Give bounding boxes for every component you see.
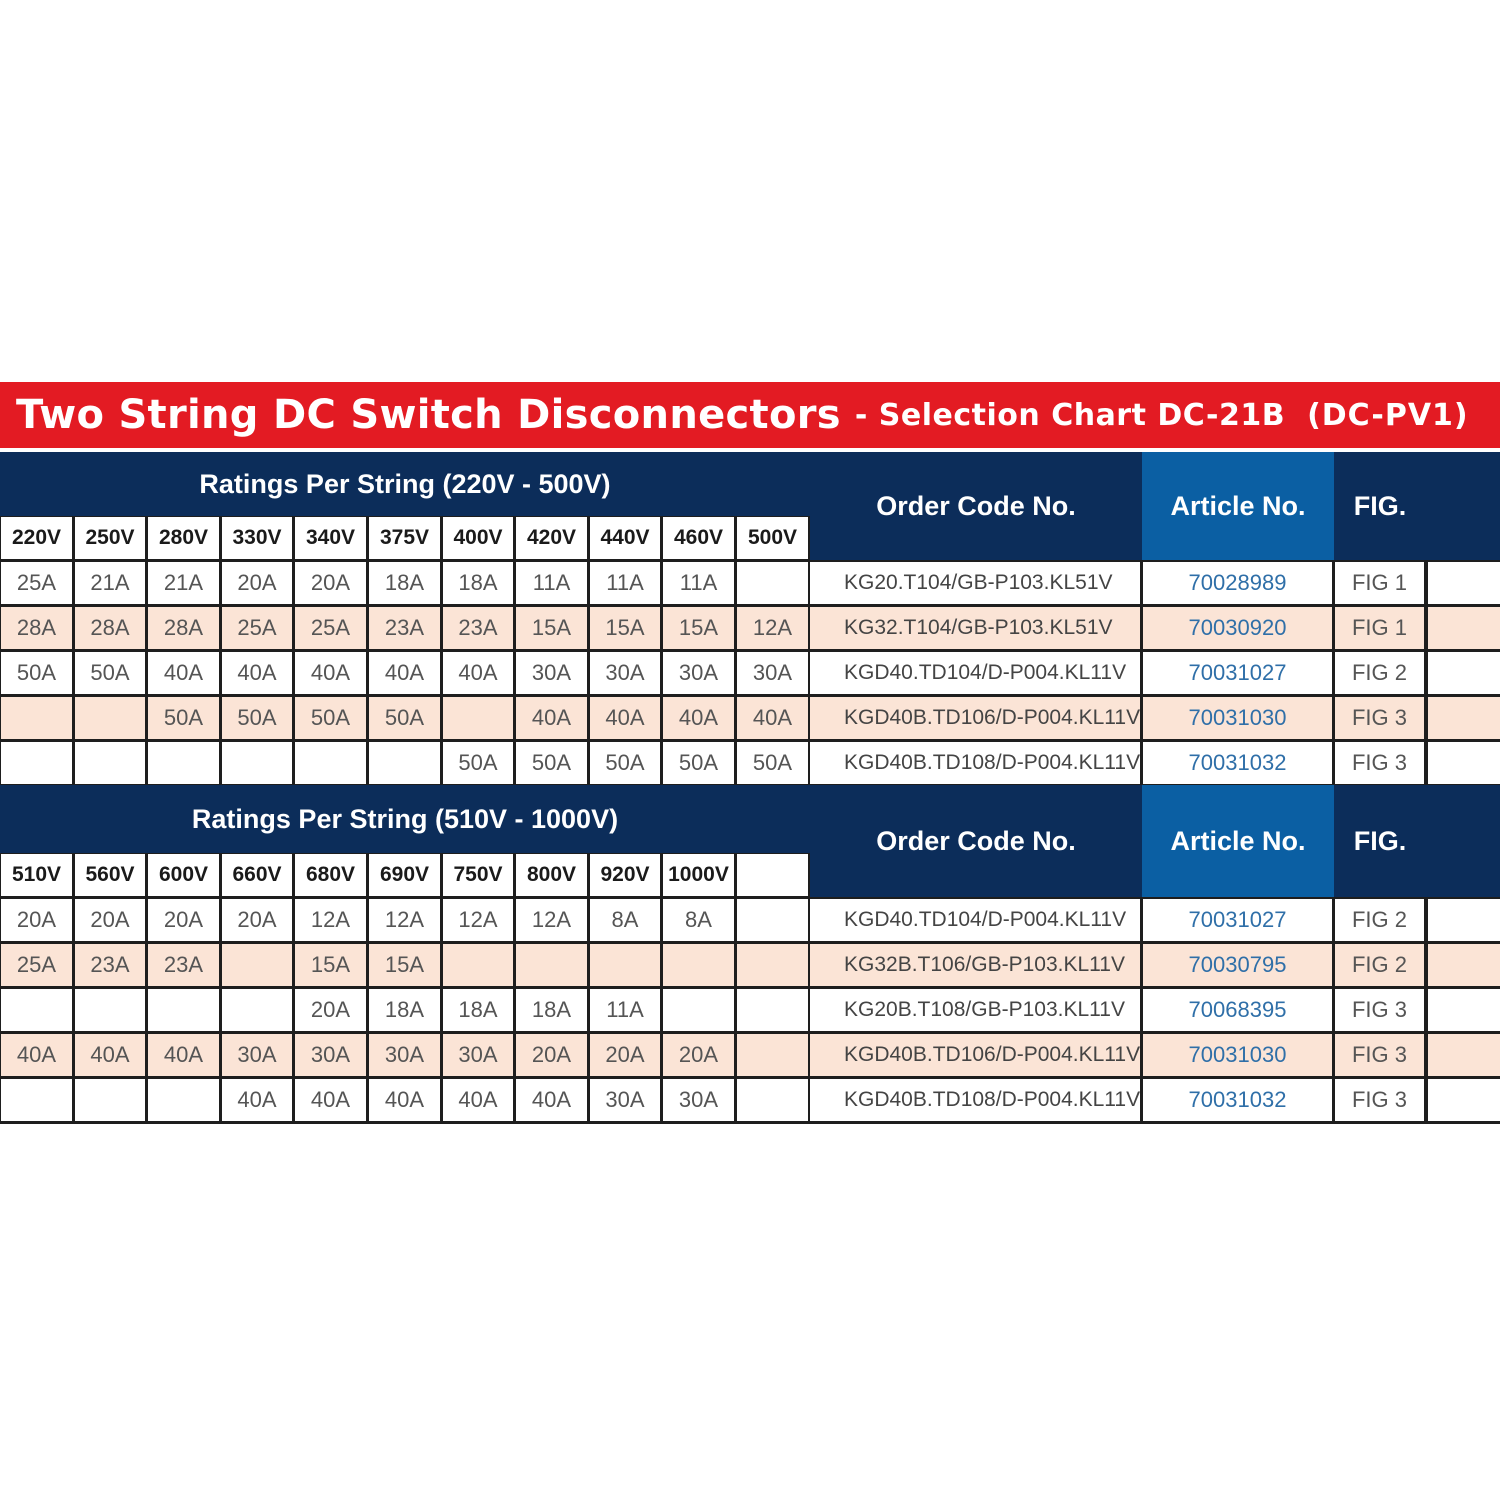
voltage-header-cell: 800V bbox=[516, 854, 587, 896]
rating-cell bbox=[222, 742, 292, 784]
rating-cell: 20A bbox=[663, 1034, 734, 1076]
chart-title: Two String DC Switch Disconnectors bbox=[16, 392, 841, 438]
rating-cell: 11A bbox=[516, 562, 587, 604]
article-number-cell: 70031030 bbox=[1143, 697, 1332, 739]
rating-cell: 11A bbox=[590, 562, 660, 604]
article-number-cell: 70031030 bbox=[1143, 1034, 1332, 1076]
rating-cell: 40A bbox=[516, 1079, 587, 1121]
blank-cell bbox=[1428, 652, 1500, 694]
voltage-header-cell: 220V bbox=[1, 517, 72, 559]
rating-cell bbox=[1, 742, 72, 784]
rating-cell bbox=[737, 1034, 808, 1076]
rating-cell: 40A bbox=[516, 697, 587, 739]
rating-cell: 40A bbox=[222, 652, 292, 694]
rating-cell: 11A bbox=[663, 562, 734, 604]
voltage-header-cell: 560V bbox=[75, 854, 145, 896]
order-code-cell: KG32.T104/GB-P103.KL51V bbox=[810, 607, 1140, 649]
rating-cell: 20A bbox=[75, 899, 145, 941]
article-number-cell: 70068395 bbox=[1143, 989, 1332, 1031]
rating-cell: 20A bbox=[1, 899, 72, 941]
rating-cell: 15A bbox=[295, 944, 366, 986]
fig-cell: FIG 2 bbox=[1335, 944, 1424, 986]
rating-cell: 40A bbox=[443, 652, 513, 694]
rating-cell bbox=[148, 1079, 219, 1121]
voltage-header-cell: 510V bbox=[1, 854, 72, 896]
rating-cell bbox=[222, 989, 292, 1031]
rating-cell: 25A bbox=[222, 607, 292, 649]
rating-cell: 40A bbox=[148, 1034, 219, 1076]
article-number-cell: 70031027 bbox=[1143, 652, 1332, 694]
fig-header: FIG. bbox=[1353, 825, 1407, 856]
rating-cell bbox=[148, 742, 219, 784]
rating-cell: 21A bbox=[148, 562, 219, 604]
blank-cell bbox=[1428, 944, 1500, 986]
rating-cell: 50A bbox=[148, 697, 219, 739]
rating-cell bbox=[1, 1079, 72, 1121]
voltage-header-cell: 460V bbox=[663, 517, 734, 559]
article-number-cell: 70030920 bbox=[1143, 607, 1332, 649]
article-number-header: Article No. bbox=[1170, 825, 1306, 856]
rating-cell: 8A bbox=[590, 899, 660, 941]
voltage-header-cell: 680V bbox=[295, 854, 366, 896]
order-code-cell: KG20B.T108/GB-P103.KL11V bbox=[810, 989, 1140, 1031]
rating-cell: 12A bbox=[295, 899, 366, 941]
rating-cell bbox=[148, 989, 219, 1031]
rating-cell bbox=[1, 989, 72, 1031]
fig-cell: FIG 1 bbox=[1335, 607, 1424, 649]
rating-cell: 20A bbox=[295, 989, 366, 1031]
rating-cell: 40A bbox=[295, 1079, 366, 1121]
rating-cell: 40A bbox=[443, 1079, 513, 1121]
blank-cell bbox=[1428, 1034, 1500, 1076]
rating-cell bbox=[75, 742, 145, 784]
rating-cell bbox=[516, 944, 587, 986]
rating-cell: 50A bbox=[663, 742, 734, 784]
voltage-header-cell: 690V bbox=[369, 854, 440, 896]
rating-cell: 25A bbox=[295, 607, 366, 649]
rating-cell bbox=[222, 944, 292, 986]
rating-cell bbox=[737, 989, 808, 1031]
rating-cell: 20A bbox=[516, 1034, 587, 1076]
blank-cell bbox=[1428, 989, 1500, 1031]
voltage-header-cell: 330V bbox=[222, 517, 292, 559]
rating-cell: 20A bbox=[590, 1034, 660, 1076]
rating-cell: 23A bbox=[148, 944, 219, 986]
rating-cell: 40A bbox=[590, 697, 660, 739]
blank-cell bbox=[1428, 607, 1500, 649]
rating-cell: 15A bbox=[590, 607, 660, 649]
fig-cell: FIG 3 bbox=[1335, 697, 1424, 739]
voltage-header-cell: 375V bbox=[369, 517, 440, 559]
rating-cell: 40A bbox=[222, 1079, 292, 1121]
rating-cell: 25A bbox=[1, 562, 72, 604]
rating-cell: 30A bbox=[369, 1034, 440, 1076]
rating-cell: 12A bbox=[443, 899, 513, 941]
rating-cell: 30A bbox=[222, 1034, 292, 1076]
voltage-header-cell: 420V bbox=[516, 517, 587, 559]
rating-cell bbox=[443, 944, 513, 986]
rating-cell: 18A bbox=[369, 989, 440, 1031]
rating-cell: 50A bbox=[222, 697, 292, 739]
title-banner bbox=[0, 382, 1500, 448]
rating-cell bbox=[369, 742, 440, 784]
article-number-cell: 70030795 bbox=[1143, 944, 1332, 986]
voltage-header-cell: 280V bbox=[148, 517, 219, 559]
voltage-header-cell: 1000V bbox=[663, 854, 734, 896]
fig-cell: FIG 3 bbox=[1335, 1079, 1424, 1121]
rating-cell bbox=[663, 944, 734, 986]
voltage-header-cell: 920V bbox=[590, 854, 660, 896]
rating-cell: 40A bbox=[369, 652, 440, 694]
rating-cell: 40A bbox=[75, 1034, 145, 1076]
rating-cell: 20A bbox=[148, 899, 219, 941]
rating-cell bbox=[737, 944, 808, 986]
voltage-header-cell: 400V bbox=[443, 517, 513, 559]
rating-cell: 28A bbox=[148, 607, 219, 649]
voltage-header-cell: 600V bbox=[148, 854, 219, 896]
rating-cell: 50A bbox=[737, 742, 808, 784]
rating-cell: 40A bbox=[737, 697, 808, 739]
rating-cell: 30A bbox=[737, 652, 808, 694]
article-number-cell: 70031027 bbox=[1143, 899, 1332, 941]
rating-cell: 15A bbox=[516, 607, 587, 649]
rating-cell bbox=[75, 989, 145, 1031]
rating-cell: 50A bbox=[443, 742, 513, 784]
rating-cell: 50A bbox=[516, 742, 587, 784]
rating-cell bbox=[737, 899, 808, 941]
rating-cell: 50A bbox=[1, 652, 72, 694]
blank-cell bbox=[1428, 697, 1500, 739]
order-code-cell: KG32B.T106/GB-P103.KL11V bbox=[810, 944, 1140, 986]
blank-cell bbox=[1428, 742, 1500, 784]
rating-cell: 20A bbox=[222, 562, 292, 604]
rating-cell: 30A bbox=[663, 652, 734, 694]
voltage-header-cell: 500V bbox=[737, 517, 808, 559]
rating-cell: 18A bbox=[443, 562, 513, 604]
fig-header: FIG. bbox=[1353, 490, 1407, 521]
rating-cell: 15A bbox=[663, 607, 734, 649]
rating-cell: 40A bbox=[369, 1079, 440, 1121]
article-number-cell: 70031032 bbox=[1143, 742, 1332, 784]
voltage-header-cell bbox=[737, 854, 808, 896]
rating-cell: 30A bbox=[295, 1034, 366, 1076]
rating-cell: 18A bbox=[516, 989, 587, 1031]
rating-cell: 23A bbox=[369, 607, 440, 649]
rating-cell: 30A bbox=[590, 1079, 660, 1121]
fig-cell: FIG 3 bbox=[1335, 742, 1424, 784]
voltage-header-cell: 340V bbox=[295, 517, 366, 559]
order-code-cell: KGD40B.TD106/D-P004.KL11V bbox=[810, 1034, 1140, 1076]
rating-cell: 50A bbox=[369, 697, 440, 739]
rating-cell: 18A bbox=[443, 989, 513, 1031]
rating-cell: 12A bbox=[369, 899, 440, 941]
rating-cell: 25A bbox=[1, 944, 72, 986]
rating-cell: 40A bbox=[148, 652, 219, 694]
article-number-cell: 70031032 bbox=[1143, 1079, 1332, 1121]
chart-subtitle: - Selection Chart DC-21B bbox=[854, 397, 1286, 433]
rating-cell: 30A bbox=[590, 652, 660, 694]
fig-cell: FIG 1 bbox=[1335, 562, 1424, 604]
chart-variant: (DC-PV1) bbox=[1307, 397, 1469, 433]
ratings-header: Ratings Per String (220V - 500V) bbox=[199, 468, 611, 499]
rating-cell: 30A bbox=[663, 1079, 734, 1121]
order-code-cell: KGD40B.TD108/D-P004.KL11V bbox=[810, 1079, 1140, 1121]
rating-cell: 40A bbox=[1, 1034, 72, 1076]
rating-cell: 21A bbox=[75, 562, 145, 604]
order-code-cell: KGD40.TD104/D-P004.KL11V bbox=[810, 652, 1140, 694]
blank-cell bbox=[1428, 899, 1500, 941]
ratings-header: Ratings Per String (510V - 1000V) bbox=[191, 803, 619, 834]
rating-cell bbox=[590, 944, 660, 986]
article-number-header: Article No. bbox=[1170, 490, 1306, 521]
order-code-header: Order Code No. bbox=[876, 825, 1076, 856]
fig-cell: FIG 2 bbox=[1335, 652, 1424, 694]
blank-cell bbox=[1428, 562, 1500, 604]
voltage-header-cell: 250V bbox=[75, 517, 145, 559]
rating-cell bbox=[663, 989, 734, 1031]
rating-cell: 50A bbox=[75, 652, 145, 694]
rating-cell bbox=[737, 1079, 808, 1121]
voltage-header-cell: 660V bbox=[222, 854, 292, 896]
order-code-cell: KGD40.TD104/D-P004.KL11V bbox=[810, 899, 1140, 941]
rating-cell: 8A bbox=[663, 899, 734, 941]
rating-cell: 20A bbox=[222, 899, 292, 941]
rating-cell bbox=[75, 697, 145, 739]
rating-cell: 40A bbox=[295, 652, 366, 694]
rating-cell: 28A bbox=[1, 607, 72, 649]
voltage-header-cell: 750V bbox=[443, 854, 513, 896]
rating-cell: 18A bbox=[369, 562, 440, 604]
rating-cell: 40A bbox=[663, 697, 734, 739]
order-code-header: Order Code No. bbox=[876, 490, 1076, 521]
rating-cell: 20A bbox=[295, 562, 366, 604]
rating-cell: 15A bbox=[369, 944, 440, 986]
rating-cell bbox=[75, 1079, 145, 1121]
rating-cell: 12A bbox=[737, 607, 808, 649]
rating-cell: 50A bbox=[590, 742, 660, 784]
rating-cell: 23A bbox=[75, 944, 145, 986]
rating-cell: 11A bbox=[590, 989, 660, 1031]
rating-cell bbox=[737, 562, 808, 604]
fig-cell: FIG 3 bbox=[1335, 1034, 1424, 1076]
fig-cell: FIG 2 bbox=[1335, 899, 1424, 941]
rating-cell: 23A bbox=[443, 607, 513, 649]
voltage-header-cell: 440V bbox=[590, 517, 660, 559]
rating-cell bbox=[443, 697, 513, 739]
rating-cell: 28A bbox=[75, 607, 145, 649]
order-code-cell: KGD40B.TD106/D-P004.KL11V bbox=[810, 697, 1140, 739]
blank-cell bbox=[1428, 1079, 1500, 1121]
order-code-cell: KG20.T104/GB-P103.KL51V bbox=[810, 562, 1140, 604]
rating-cell: 30A bbox=[443, 1034, 513, 1076]
order-code-cell: KGD40B.TD108/D-P004.KL11V bbox=[810, 742, 1140, 784]
rating-cell: 50A bbox=[295, 697, 366, 739]
article-number-cell: 70028989 bbox=[1143, 562, 1332, 604]
fig-cell: FIG 3 bbox=[1335, 989, 1424, 1031]
rating-cell: 30A bbox=[516, 652, 587, 694]
rating-cell: 12A bbox=[516, 899, 587, 941]
rating-cell bbox=[295, 742, 366, 784]
rating-cell bbox=[1, 697, 72, 739]
